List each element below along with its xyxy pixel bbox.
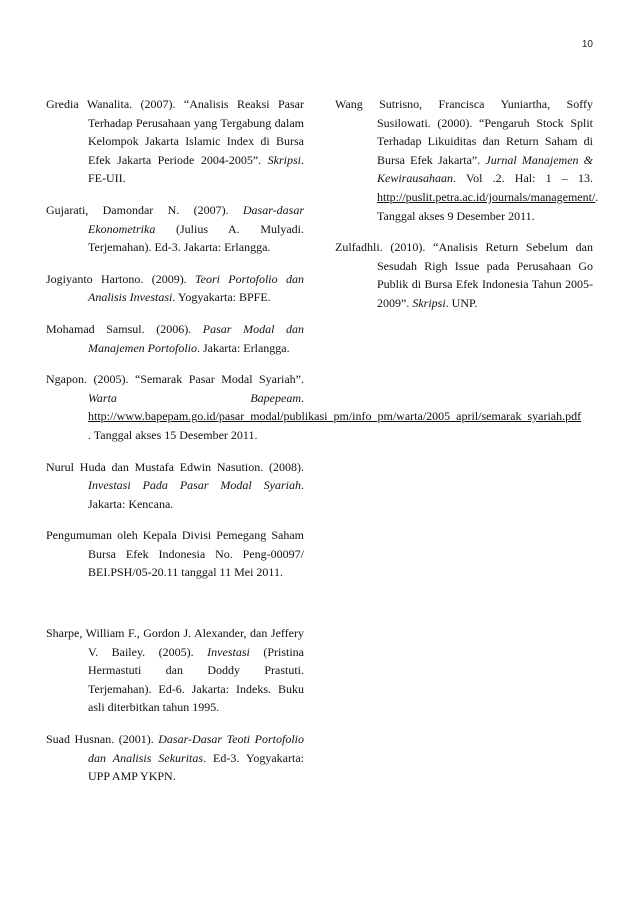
reference-entry (46, 624, 304, 717)
reference-title: Pasar Modal dan Manajemen Portofolio (88, 321, 304, 355)
reference-text: Gredia Wanalita. (2007). “Analisis Reaksi Pasar Terhadap Perusahaan yang Tergabung dalam Kelompok Jakarta Islamic Index di Bursa Efek Jakarta Periode 2004-2005”. (46, 97, 304, 167)
reference-entry (46, 730, 304, 786)
reference-url[interactable]: http://puslit.petra.ac.id/journals/management/ (377, 189, 596, 204)
reference-entry (46, 201, 304, 257)
reference-text: . Tanggal akses 9 Desember 2011. (377, 189, 599, 223)
reference-title: Jurnal Manajemen & Kewirausahaan (377, 152, 594, 186)
reference-text: Ngapon. (2005). “Semarak Pasar Modal Syariah”. (46, 372, 304, 387)
reference-title: Dasar-dasar Ekonometrika (88, 202, 304, 236)
reference-text: . Ed-3. Yogyakarta: UPP AMP YKPN. (88, 750, 304, 784)
reference-text: Sharpe, William F., Gordon J. Alexander, dan Jeffery V. Bailey. (2005). (46, 626, 304, 659)
reference-entry (46, 458, 304, 514)
reference-title: Dasar-Dasar Teoti Portofolio dan Analisis Sekuritas (88, 732, 305, 765)
reference-list-right (335, 95, 599, 326)
reference-title: Warta Bapepeam (88, 390, 301, 405)
reference-entry (335, 238, 593, 312)
reference-title: Skripsi (267, 152, 301, 167)
reference-text: . Jakarta: Erlangga. (196, 340, 290, 355)
reference-text: Pengumuman oleh Kepala Divisi Pemegang Saham Bursa Efek Indonesia No. Peng-00097/ BEI.PSH/05-20.11 tanggal 11 Mei 2011. (46, 528, 304, 580)
reference-title: Investasi (207, 644, 250, 659)
reference-title: Teori Portofolio dan Analisis Investasi (88, 271, 304, 305)
page-number: 10 (581, 39, 593, 50)
reference-entry (46, 95, 304, 188)
reference-entry (46, 526, 304, 582)
reference-entry (46, 370, 582, 444)
reference-text: Mohamad Samsul. (2006). (46, 321, 203, 336)
reference-entry (335, 95, 599, 225)
reference-text: . (301, 390, 304, 405)
reference-text: Nurul Huda dan Mustafa Edwin Nasution. (2008). (46, 459, 304, 474)
reference-text: . Yogyakarta: BPFE. (172, 290, 271, 305)
reference-entry (46, 320, 304, 357)
reference-url[interactable]: http://www.bapepam.go.id/pasar_modal/publikasi_pm/info_pm/warta/2005_april/semarak_syariah.pdf (88, 409, 582, 424)
reference-text: Wang Sutrisno, Francisca Yuniartha, Soffy Susilowati. (2000). “Pengaruh Stock Split Terhadap Likuiditas dan Return Saham di Bursa Efek Jakarta”. (335, 97, 593, 167)
reference-text: Gujarati, Damondar N. (2007). (46, 202, 243, 217)
reference-text: (Julius A. Mulyadi. Terjemahan). Ed-3. Jakarta: Erlangga. (88, 221, 304, 255)
reference-text: (Pristina Hermastuti dan Doddy Prastuti. Terjemahan). Ed-6. Jakarta: Indeks. Buku asli diterbitkan tahun 1995. (88, 644, 304, 715)
reference-text: Jogiyanto Hartono. (2009). (46, 271, 196, 286)
reference-text: . Tanggal akses 15 Desember 2011. (88, 427, 258, 442)
reference-text: . UNP. (445, 295, 478, 310)
reference-entry (46, 270, 304, 307)
reference-text: Suad Husnan. (2001). (46, 732, 159, 747)
reference-text: Zulfadhli. (2010). “Analisis Return Sebelum dan Sesudah Righ Issue pada Perusahaan Go Publik di Bursa Efek Indonesia Tahun 2005-2009”. (335, 240, 593, 310)
reference-title: Investasi Pada Pasar Modal Syariah (88, 478, 301, 493)
reference-text: . FE-UII. (88, 152, 304, 186)
reference-title: Skripsi (412, 295, 446, 310)
reference-text: . Jakarta: Kencana. (88, 478, 304, 511)
reference-text: . Vol .2. Hal: 1 – 13. (453, 171, 593, 186)
